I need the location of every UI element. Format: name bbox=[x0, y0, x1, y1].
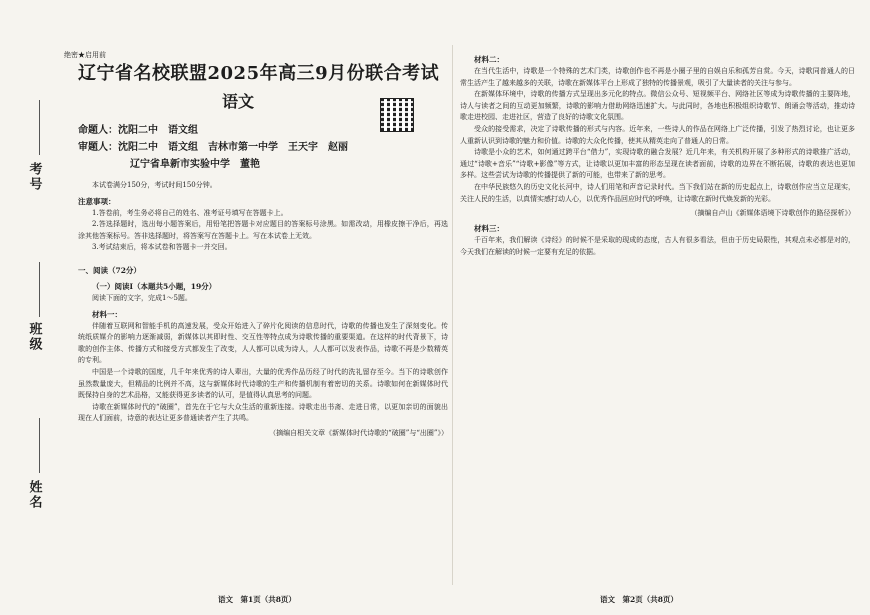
name-label: 姓名 bbox=[26, 480, 42, 510]
exam-number-line bbox=[39, 100, 40, 155]
page-2-footer: 语文 第2页（共8页） bbox=[600, 595, 678, 604]
exam-number-label: 考号 bbox=[26, 162, 42, 192]
column-divider bbox=[452, 45, 453, 585]
reviewer-line-2: 辽宁省阜新市实验中学 董艳 bbox=[130, 159, 260, 170]
note-item: 3.考试结束后，将本试卷和答题卡一并交回。 bbox=[92, 243, 232, 252]
score-note: 本试卷满分150分，考试时间150分钟。 bbox=[92, 181, 217, 189]
subsection-heading: （一）阅读Ⅰ（本题共5小题，19分） bbox=[92, 281, 217, 291]
material-1-paragraph: 中国是一个诗歌的国度，几千年来优秀的诗人辈出，大量的优秀作品历经了时代的洗礼留存至今。当下的诗歌创作虽然数量庞大，但精品的比例并不高，这与新媒体时代诗歌的生产和传播机制有着密切的关系。诗歌如何在新媒体时代既保持自身的艺术品格，又能获得更多读者的认可，是值得认真思考的问题。 bbox=[78, 367, 448, 400]
note-item: 2.答选择题时，选出每小题答案后，用铅笔把答题卡对应题目的答案标号涂黑。如需改动，用橡皮擦干净后，再选涂其他答案标号。答非选择题时，将答案写在答题卡上。写在本试卷上无效。 bbox=[78, 220, 448, 240]
secret-mark: 绝密★启用前 bbox=[64, 51, 106, 59]
instruction: 阅读下面的文字，完成1～5题。 bbox=[92, 293, 192, 302]
material-2-paragraph: 诗歌是小众的艺术，如何通过跨平台“借力”，实现诗歌的融合发展？近几年来，有关机构开展了多种形式的诗歌推广活动，通过“诗歌+音乐”“诗歌+影像”等方式，让诗歌以更加丰富的形态呈现在读者面前，诗歌的边界在不断拓展，诗歌的表达也更加多样。这些尝试为诗歌的传播提供了新的可能，也带来了新的思考。 bbox=[460, 148, 855, 180]
material-2-label: 材料二： bbox=[474, 55, 504, 64]
name-line bbox=[39, 418, 40, 473]
material-2-paragraph: 在中华民族悠久的历史文化长河中，诗人们用笔和声音记录时代。当下我们站在新的历史起点上，诗歌创作应当立足现实，关注人民的生活，以真情实感打动人心，以优秀作品回应时代的呼唤，让诗歌在新时代焕发新的光彩。 bbox=[460, 182, 855, 203]
notes-heading: 注意事项： bbox=[78, 196, 116, 206]
material-3-label: 材料三： bbox=[474, 224, 504, 234]
material-1-source: （摘编自相关文章《新媒体时代诗歌的“破圈”与“出圈”》） bbox=[269, 428, 448, 437]
section-heading: 一、阅读（72分） bbox=[78, 265, 141, 275]
class-label: 班级 bbox=[26, 322, 42, 352]
material-2-paragraph: 在当代生活中，诗歌是一个特殊的艺术门类，诗歌创作也不再是小圈子里的自娱自乐和孤芳自赏。今天，诗歌同普通人的日常生活产生了越来越多的关联，诗歌在新媒体平台上形成了独特的传播景观，吸引了大量读者的关注与参与。 bbox=[460, 67, 855, 87]
setter-line: 命题人：沈阳二中 语文组 bbox=[78, 125, 198, 136]
qr-code-icon bbox=[380, 98, 414, 132]
class-line bbox=[39, 262, 40, 317]
page-2-column bbox=[460, 50, 855, 258]
reviewer-line: 审题人：沈阳二中 语文组 吉林市第一中学 王天宇 赵丽 bbox=[78, 142, 348, 153]
exam-title: 辽宁省名校联盟2025年高三9月份联合考试 bbox=[78, 63, 440, 84]
page-1-footer: 语文 第1页（共8页） bbox=[218, 595, 296, 604]
material-2-paragraph: 受众的接受需求，决定了诗歌传播的形式与内容。近年来，一些诗人的作品在网络上广泛传播，引发了热烈讨论，也让更多人重新认识到诗歌的魅力和价值。诗歌的大众化传播，使其从精英走向了普通人的日常。 bbox=[460, 124, 855, 145]
binding-gutter bbox=[0, 0, 70, 615]
material-2-paragraph: 在新媒体环境中，诗歌的传播方式呈现出多元化的特点。微信公众号、短视频平台、网络社区等成为诗歌传播的主要阵地，诗人与读者之间的互动更加频繁，诗歌的影响力借助网络迅速扩大。与此同时，各地也积极组织诗歌节、朗诵会等活动，推动诗歌走进校园、走进社区，营造了良好的诗歌文化氛围。 bbox=[460, 90, 855, 122]
material-1-label: 材料一： bbox=[92, 309, 122, 319]
page-1-column bbox=[64, 50, 448, 439]
material-1-paragraph: 伴随着互联网和智能手机的高速发展，受众开始进入了碎片化阅读的信息时代，诗歌的传播也发生了深刻变化。传统纸质媒介的影响力逐渐减弱，新媒体以其即时性、交互性等特点成为诗歌传播的重要渠道。在这样的时代背景下，诗歌的创作主体、传播方式和接受方式都发生了改变，人人都可以成为诗人，人人都可以发表作品，诗歌不再是少数精英的专利。 bbox=[78, 321, 448, 365]
material-1-paragraph: 诗歌在新媒体时代的“破圈”，首先在于它与大众生活的重新连接。诗歌走出书斋、走进日常，以更加亲切的面貌出现在人们面前，诗意的表达让更多普通读者产生了共鸣。 bbox=[78, 402, 448, 423]
material-3-paragraph: 千百年来，我们解读《诗经》的时候不是采取的现成的态度，古人有很多看法，但由于历史局限性，其观点未必都是对的，今天我们在解读的时候一定要有充足的依据。 bbox=[460, 236, 855, 256]
material-2-source: （摘编自卢山《新媒体语境下诗歌创作的路径探析》） bbox=[690, 209, 855, 218]
subject-title: 语文 bbox=[221, 92, 254, 111]
note-item: 1.答卷前，考生务必将自己的姓名、准考证号填写在答题卡上。 bbox=[92, 208, 288, 217]
